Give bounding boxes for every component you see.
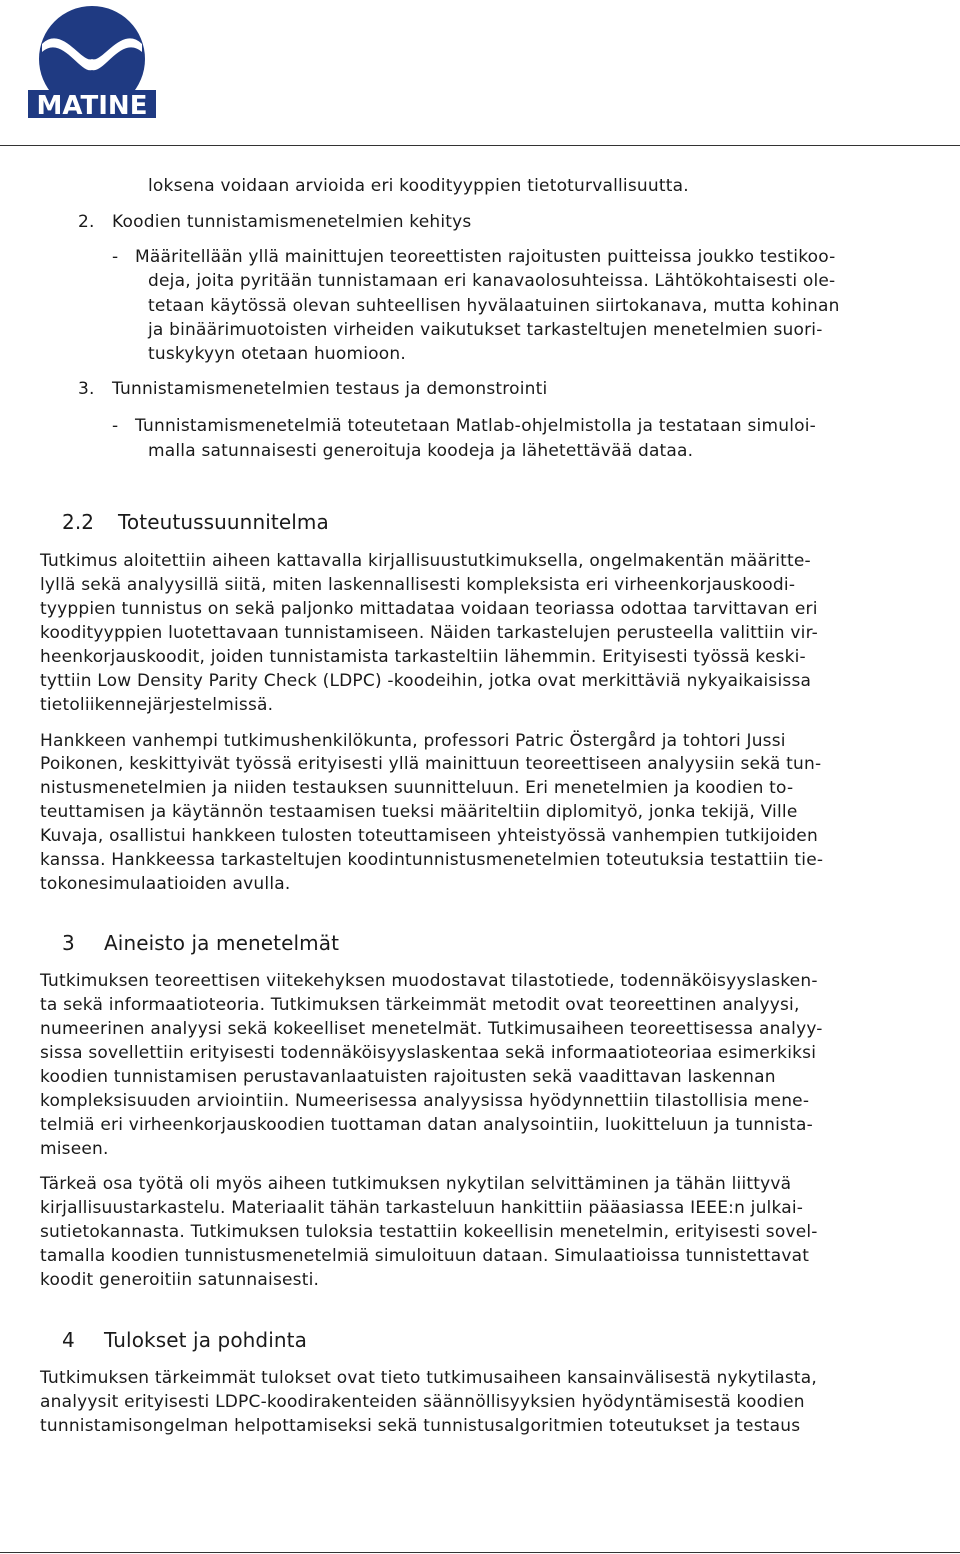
paragraph-line: telmiä eri virheenkorjauskoodien tuottaman datan analysointiin, luokitteluun ja tunnista-: [40, 1115, 813, 1135]
paragraph-line: Hankkeen vanhempi tutkimushenkilökunta, professori Patric Östergård ja tohtori Jussi: [40, 731, 786, 751]
list-text-line: tuskykyyn otetaan huomioon.: [148, 344, 406, 364]
paragraph-line: numeerinen analyysi sekä kokeelliset menetelmät. Tutkimusaiheen teoreettisessa analyy-: [40, 1019, 823, 1039]
header-rule: [0, 145, 960, 146]
paragraph-line: lyllä sekä analyysillä siitä, miten laskennallisesti kompleksista eri virheenkorjauskoodi-: [40, 575, 796, 595]
paragraph-line: heenkorjauskoodit, joiden tunnistamista tarkasteltiin lähemmin. Erityisesti työssä keski-: [40, 647, 806, 667]
paragraph-line: nistusmenetelmien ja niiden testauksen suunnitteluun. Eri menetelmien ja koodien to-: [40, 778, 794, 798]
paragraph-line: koodien tunnistamisen perustavanlaatuisten rajoitusten sekä vaadittavan laskennan: [40, 1067, 776, 1087]
paragraph-line: ta sekä informaatioteoria. Tutkimuksen tärkeimmät metodit ovat teoreettinen analyysi,: [40, 995, 800, 1015]
paragraph-line: Kuvaja, osallistui hankkeen tulosten toteuttamiseen yhteistyössä vanhempien tutkijoiden: [40, 826, 818, 846]
paragraph-line: analyysit erityisesti LDPC-koodirakenteiden säännöllisyyksien hyödyntämisestä koodien: [40, 1392, 805, 1412]
list-item-number: 2.: [78, 212, 95, 232]
section-number: 3: [62, 931, 75, 955]
paragraph-line: tunnistamisongelman helpottamiseksi sekä tunnistusalgoritmien toteutukset ja testaus: [40, 1416, 801, 1436]
list-carry-line: loksena voidaan arvioida eri koodityyppien tietoturvallisuutta.: [148, 176, 689, 196]
list-text-line: Määritellään yllä mainittujen teoreettisten rajoitusten puitteissa joukko testikoo-: [135, 247, 836, 267]
paragraph-line: Tutkimuksen teoreettisen viitekehyksen muodostavat tilastotiede, todennäköisyyslasken-: [40, 971, 818, 991]
paragraph-line: kirjallisuustarkastelu. Materiaalit tähän tarkasteluun hankittiin pääasiassa IEEE:n julkai-: [40, 1198, 804, 1218]
paragraph-line: tamalla koodien tunnistusmenetelmiä simuloituun dataan. Simulaatioissa tunnistettavat: [40, 1246, 810, 1266]
paragraph-line: sissa sovellettiin erityisesti todennäköisyyslaskentaa sekä informaatioteoriaa esimerkiksi: [40, 1043, 817, 1063]
list-item-title: Koodien tunnistamismenetelmien kehitys: [112, 212, 472, 232]
list-text-line: deja, joita pyritään tunnistamaan eri kanavaolosuhteissa. Lähtökohtaisesti ole-: [148, 271, 836, 291]
list-text-line: malla satunnaisesti generoituja koodeja ja lähetettävää dataa.: [148, 441, 694, 461]
paragraph-line: tyttiin Low Density Parity Check (LDPC) -koodeihin, jotka ovat merkittäviä nykyaikaisissa: [40, 671, 812, 691]
section-heading: Tulokset ja pohdinta: [104, 1328, 307, 1352]
paragraph-line: tyyppien tunnistus on sekä paljonko mittadataa voidaan teoriassa odottaa tarvittavan eri: [40, 599, 818, 619]
list-dash: -: [112, 247, 119, 267]
paragraph-line: miseen.: [40, 1139, 109, 1159]
paragraph-line: teuttamisen ja käytännön testaamisen tueksi määriteltiin diplomityö, jonka tekijä, Ville: [40, 802, 798, 822]
paragraph-line: Tutkimus aloitettiin aiheen kattavalla kirjallisuustutkimuksella, ongelmakentän määritte-: [40, 551, 811, 571]
list-text-line: tetaan käytössä olevan suhteellisen hyvälaatuinen siirtokanava, mutta kohinan: [148, 296, 840, 316]
list-dash: -: [112, 416, 119, 436]
paragraph-line: Poikonen, keskittyivät työssä erityisesti yllä mainittuun teoreettiseen analyysiin sekä tun-: [40, 754, 822, 774]
section-heading: Toteutussuunnitelma: [118, 510, 329, 534]
paragraph-line: Tärkeä osa työtä oli myös aiheen tutkimuksen nykytilan selvittäminen ja tähän liittyvä: [40, 1174, 792, 1194]
section-number: 4: [62, 1328, 75, 1352]
paragraph-line: Tutkimuksen tärkeimmät tulokset ovat tieto tutkimusaiheen kansainvälisestä nykytilasta,: [40, 1368, 818, 1388]
list-text-line: ja binäärimuotoisten virheiden vaikutukset tarkasteltujen menetelmien suori-: [148, 320, 823, 340]
paragraph-line: sutietokannasta. Tutkimuksen tuloksia testattiin kokeellisin menetelmin, erityisesti sovel-: [40, 1222, 818, 1242]
paragraph-line: koodit generoitiin satunnaisesti.: [40, 1270, 320, 1290]
paragraph-line: tokonesimulaatioiden avulla.: [40, 874, 291, 894]
paragraph-line: koodityyppien luotettavaan tunnistamiseen. Näiden tarkastelujen perusteella valittiin vir-: [40, 623, 819, 643]
paragraph-line: kompleksisuuden arviointiin. Numeerisessa analyysissa hyödynnettiin tilastollisia mene-: [40, 1091, 810, 1111]
logo-text: MATINE: [36, 91, 148, 121]
footer-rule: [0, 1552, 960, 1553]
matine-logo: [22, 4, 162, 122]
list-item-number: 3.: [78, 379, 95, 399]
section-heading: Aineisto ja menetelmät: [104, 931, 340, 955]
section-number: 2.2: [62, 510, 95, 534]
list-text-line: Tunnistamismenetelmiä toteutetaan Matlab-ohjelmistolla ja testataan simuloi-: [135, 416, 816, 436]
paragraph-line: tietoliikennejärjestelmissä.: [40, 695, 274, 715]
list-item-title: Tunnistamismenetelmien testaus ja demonstrointi: [112, 379, 548, 399]
paragraph-line: kanssa. Hankkeessa tarkasteltujen koodintunnistusmenetelmien toteutuksia testattiin tie-: [40, 850, 824, 870]
